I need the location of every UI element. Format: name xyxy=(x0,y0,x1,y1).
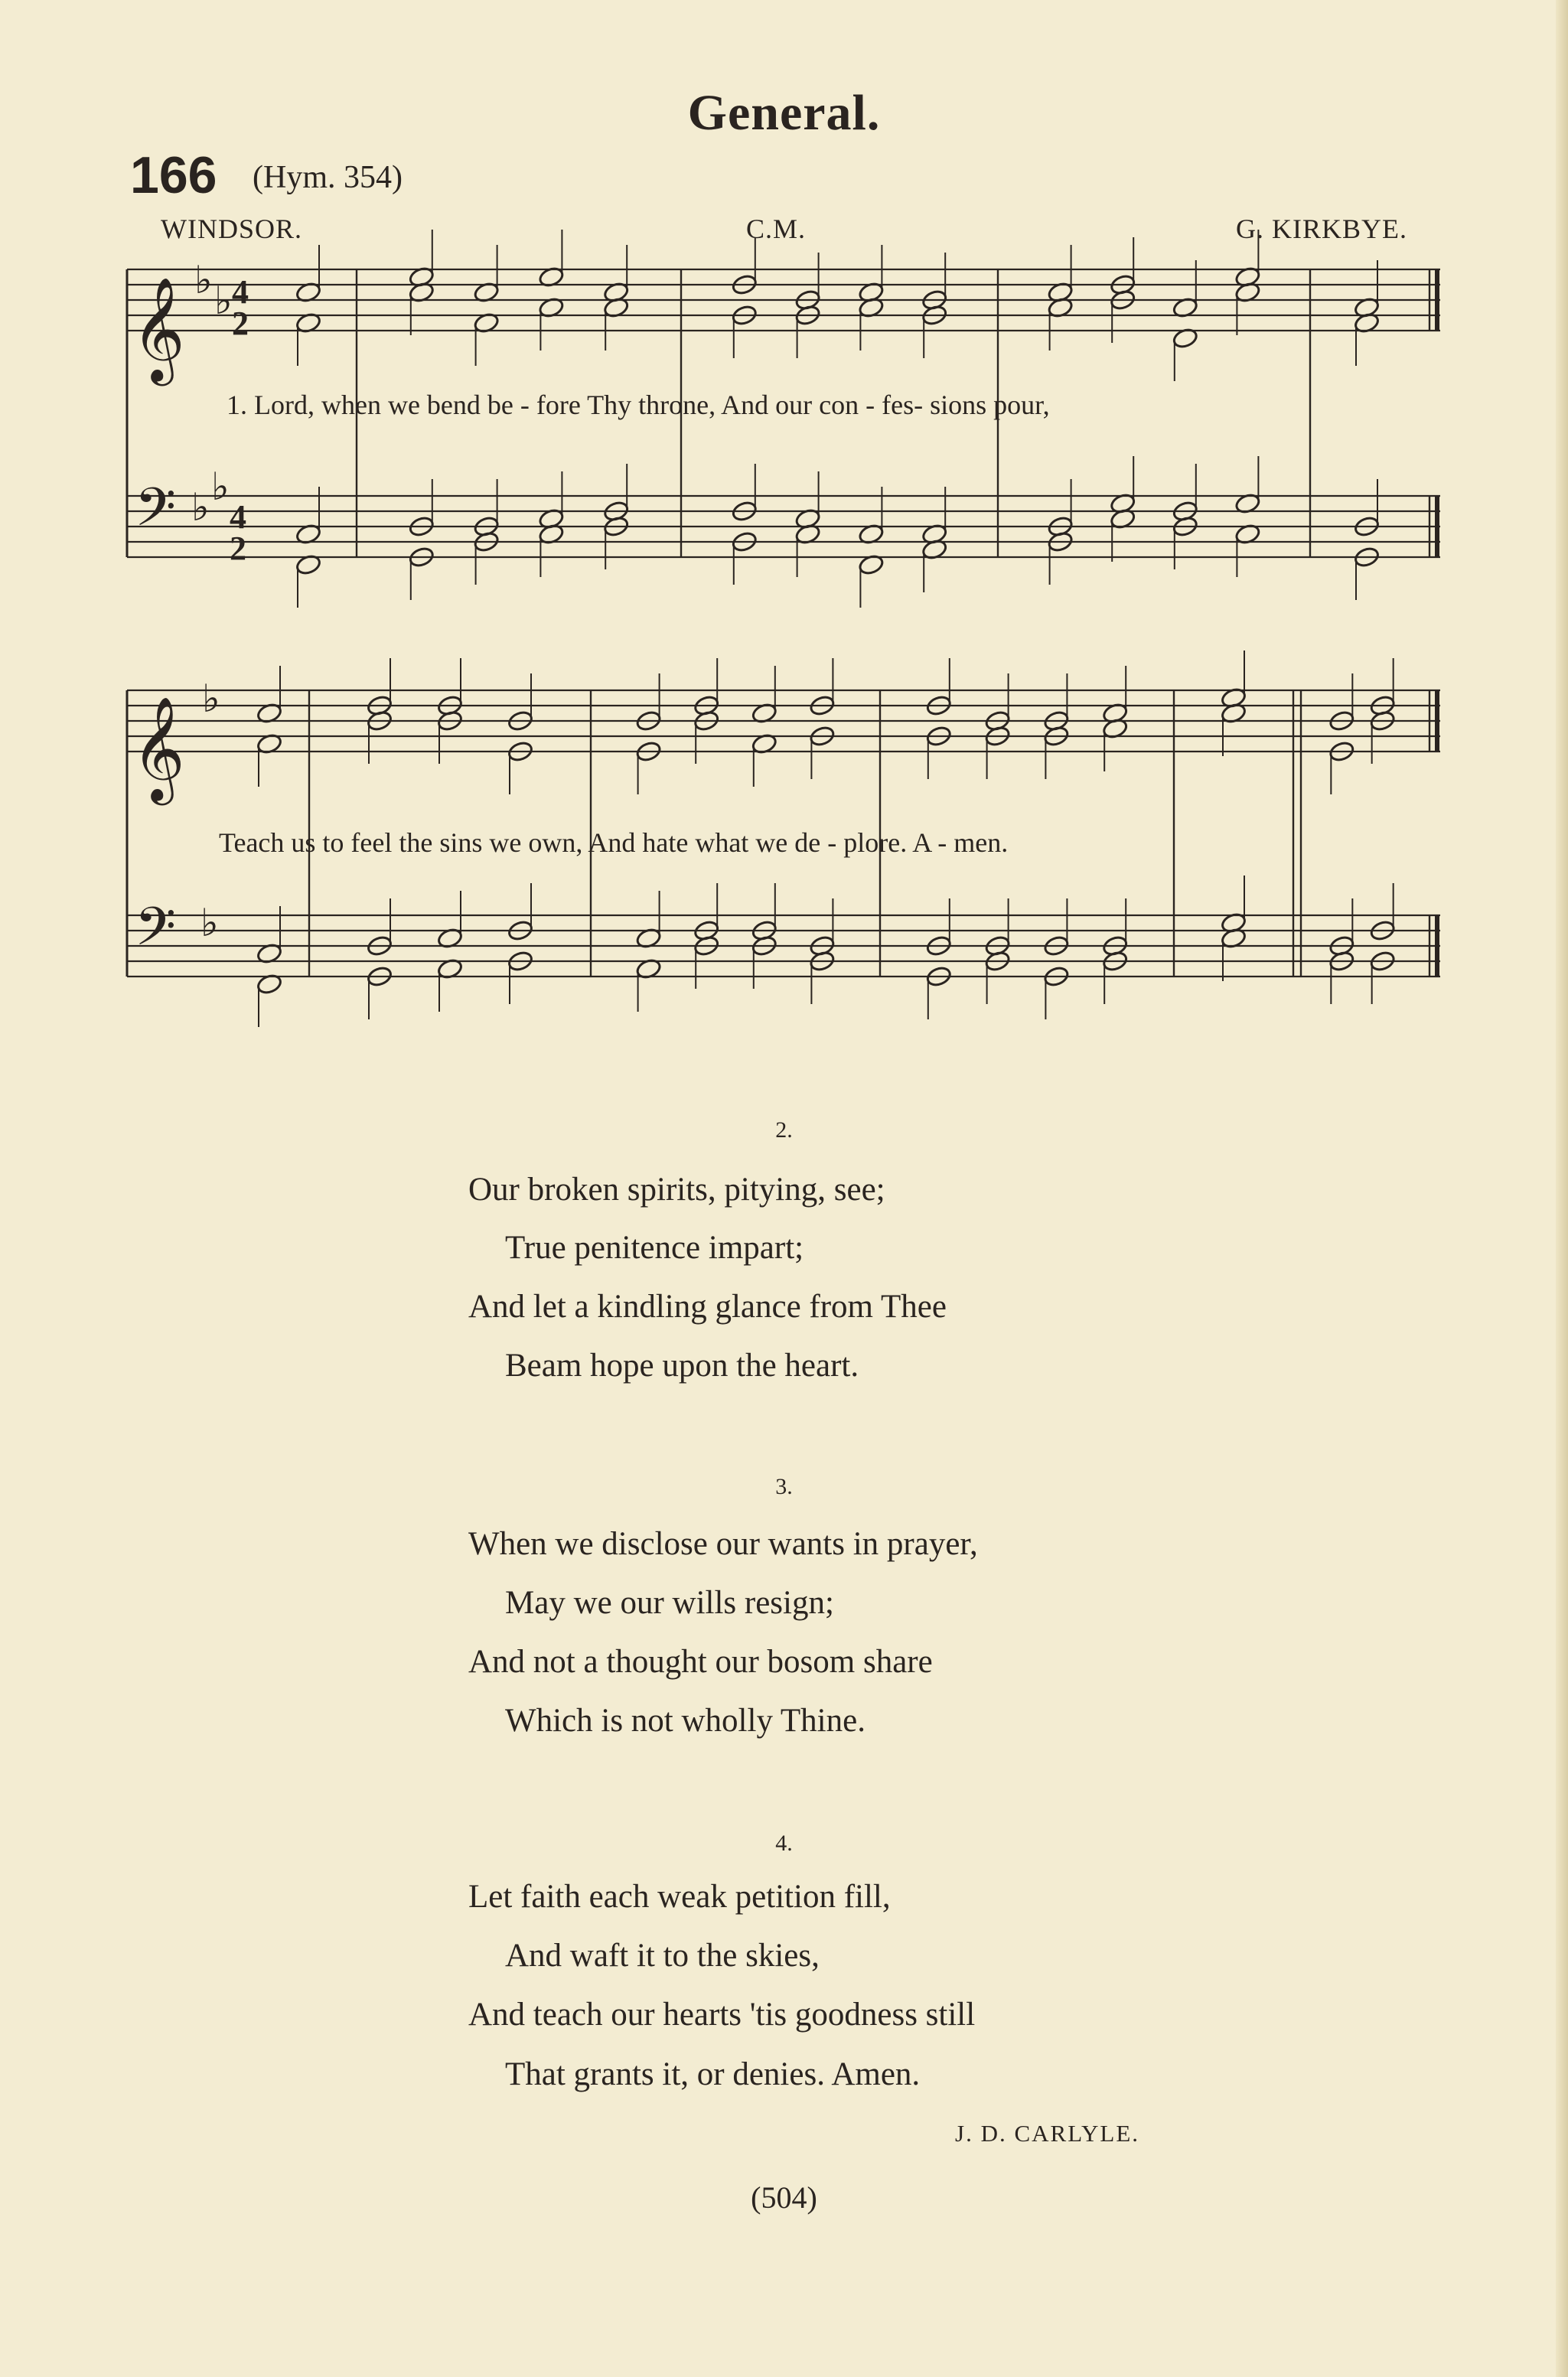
bass-clef-icon xyxy=(135,476,176,551)
lyrics-line-2: Teach us to feel the sins we own, And hate what we de - plore. A - men. xyxy=(219,827,1009,858)
verse-line: Beam hope upon the heart. xyxy=(505,1348,859,1384)
music-score xyxy=(0,0,1568,1071)
treble-clef-icon xyxy=(132,276,185,386)
tune-name: WINDSOR. xyxy=(161,214,302,244)
verse-line: Which is not wholly Thine. xyxy=(505,1703,865,1739)
verse-line: And not a thought our bosom share xyxy=(468,1644,933,1680)
svg-text:♭: ♭ xyxy=(202,677,220,721)
staff-lines xyxy=(127,269,1440,977)
verse-number: 4. xyxy=(775,1831,793,1856)
svg-text:♭: ♭ xyxy=(191,485,210,530)
verse-number: 3. xyxy=(775,1474,793,1499)
svg-text:𝄢: 𝄢 xyxy=(135,895,177,970)
svg-text:♭: ♭ xyxy=(214,279,233,323)
svg-text:2: 2 xyxy=(232,305,249,342)
verse-line: Our broken spirits, pitying, see; xyxy=(468,1172,885,1208)
composer: G. KIRKBYE. xyxy=(1236,214,1407,244)
notes xyxy=(256,230,1396,1027)
verse-line: And let a kindling glance from Thee xyxy=(468,1289,947,1325)
svg-text:♭: ♭ xyxy=(194,258,213,302)
svg-text:♭: ♭ xyxy=(211,465,230,509)
meter: C.M. xyxy=(746,214,807,244)
verse-line: And teach our hearts 'tis goodness still xyxy=(468,1997,976,2033)
verse-line: And waft it to the skies, xyxy=(505,1938,820,1974)
barlines xyxy=(127,269,1437,977)
svg-text:♭: ♭ xyxy=(200,901,219,945)
verse-line: True penitence impart; xyxy=(505,1230,804,1266)
verse-line: When we disclose our wants in prayer, xyxy=(468,1526,978,1562)
page-number: (504) xyxy=(751,2180,817,2215)
svg-text:𝄞: 𝄞 xyxy=(132,695,185,800)
svg-text:𝄞: 𝄞 xyxy=(132,276,185,381)
verse-line: Let faith each weak petition fill, xyxy=(468,1879,891,1915)
svg-text:4: 4 xyxy=(232,273,249,311)
section-title: General. xyxy=(687,85,881,141)
hymn-reference: (Hym. 354) xyxy=(253,160,403,195)
lyrics-line-1: 1. Lord, when we bend be - fore Thy throne, And our con - fes- sions pour, xyxy=(227,390,1050,420)
hymn-number: 166 xyxy=(130,146,217,204)
verse-number: 2. xyxy=(775,1117,793,1143)
treble-clef-icon xyxy=(132,695,185,805)
bass-clef-icon xyxy=(135,895,176,970)
verse-line: That grants it, or denies. Amen. xyxy=(505,2056,921,2092)
verse-line: May we our wills resign; xyxy=(505,1585,834,1621)
svg-text:4: 4 xyxy=(230,498,246,536)
author: J. D. CARLYLE. xyxy=(955,2120,1140,2147)
svg-text:𝄢: 𝄢 xyxy=(135,476,177,551)
svg-text:2: 2 xyxy=(230,530,246,567)
